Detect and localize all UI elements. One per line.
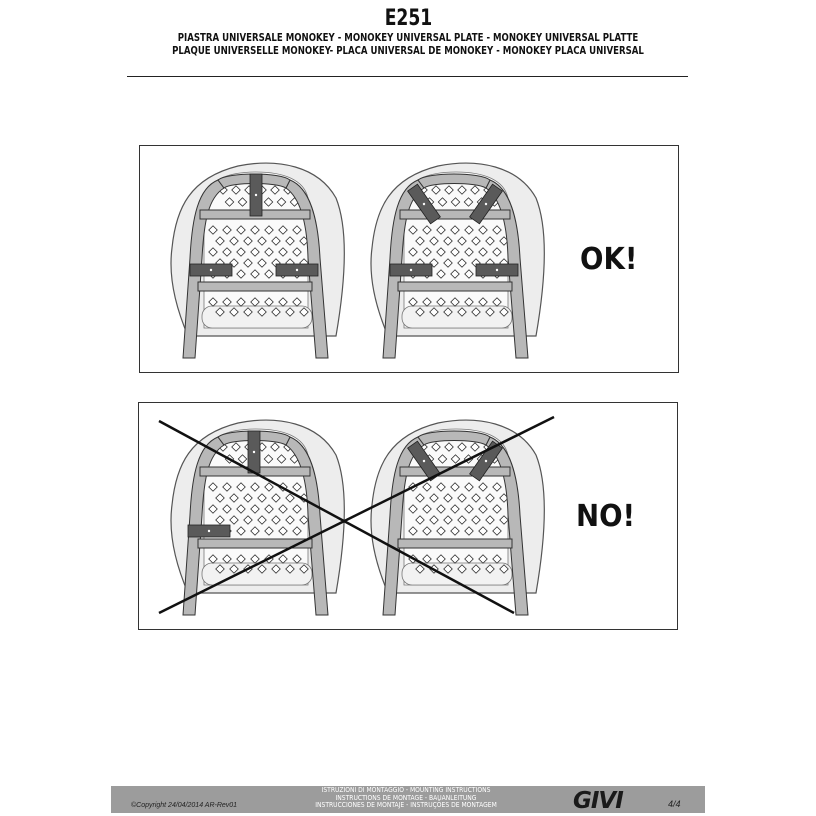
mounting-clamp — [390, 264, 432, 276]
plate-illustration-correct-vertical — [171, 163, 344, 358]
copyright-text: ©Copyright 24/04/2014 AR-Rev01 — [131, 802, 238, 809]
verdict-ok: OK! — [580, 242, 638, 277]
header-divider — [127, 76, 688, 77]
mounting-clamp — [188, 525, 230, 537]
mounting-clamp — [248, 431, 260, 473]
mounting-clamp — [476, 264, 518, 276]
model-code: E251 — [384, 6, 432, 31]
instructions-line: INSTRUCCIONES DE MONTAJE - INSTRUÇÕES DE MONTAGEM — [315, 801, 497, 810]
plate-illustration-correct-diagonal — [371, 163, 544, 358]
givi-logo: GIVI — [573, 788, 623, 814]
mounting-clamp — [250, 174, 262, 216]
footer-bar — [111, 786, 705, 813]
subtitle-line-2: PLAQUE UNIVERSELLE MONOKEY- PLACA UNIVERSAL DE MONOKEY - MONOKEY PLACA UNIVERSAL — [172, 44, 644, 57]
verdict-no: NO! — [576, 499, 636, 534]
instructions-block — [291, 787, 521, 810]
panel-incorrect — [138, 402, 678, 630]
instructions-line: INSTRUCTIONS DE MONTAGE - BAUANLEITUNG — [335, 793, 477, 802]
frame-cross-bar — [400, 210, 510, 219]
subtitle-line-1: PIASTRA UNIVERSALE MONOKEY - MONOKEY UNIVERSAL PLATE - MONOKEY UNIVERSAL PLATTE — [177, 31, 639, 44]
plate-illustration-wrong-vertical — [171, 420, 344, 615]
frame-cross-bar — [400, 467, 510, 476]
instructions-line: ISTRUZIONI DI MONTAGGIO - MOUNTING INSTRUCTIONS — [321, 786, 491, 794]
document-header — [0, 6, 816, 57]
mounting-clamp — [276, 264, 318, 276]
frame-cross-bar — [398, 539, 512, 548]
plate-illustration-wrong-diagonal — [371, 420, 544, 615]
panel-correct — [139, 145, 679, 373]
page-number: 4/4 — [668, 799, 681, 809]
frame-cross-bar — [398, 282, 512, 291]
mounting-clamp — [190, 264, 232, 276]
frame-cross-bar — [198, 282, 312, 291]
